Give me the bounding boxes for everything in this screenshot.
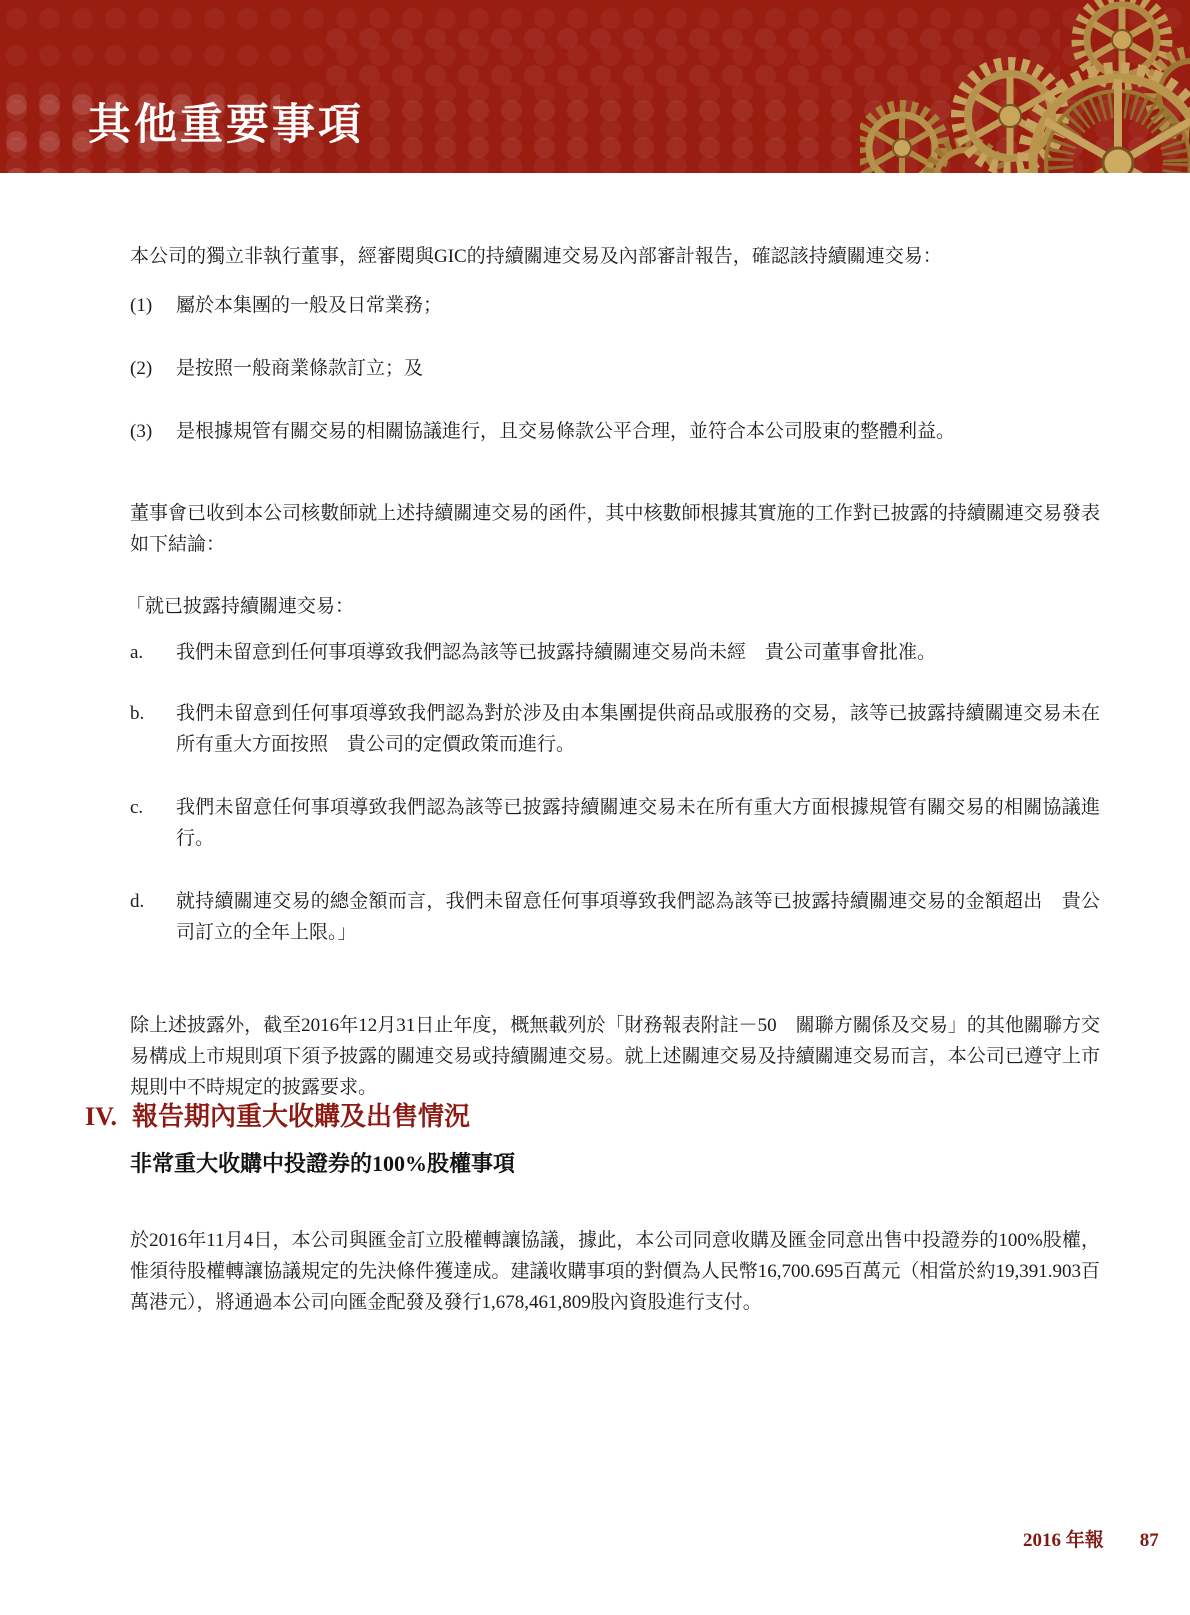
closing-paragraph: 除上述披露外，截至2016年12月31日止年度，概無載列於「財務報表附註－50 關聯方關係及交易」的其他關聯方交易構成上市規則項下須予披露的關連交易或持續關連交易。就上述關連交易及持續關連交易而言，本公司已遵守上市規則中不時規定的披露要求。 — [130, 1015, 1100, 1098]
item-letter: d. — [130, 891, 145, 912]
item-text: 是按照一般商業條款訂立；及 — [176, 358, 424, 379]
item-text: 屬於本集團的一般及日常業務； — [176, 295, 443, 316]
lettered-item-c — [130, 792, 1100, 854]
section-heading — [85, 1101, 470, 1133]
item-letter: a. — [130, 642, 144, 663]
numbered-item-2 — [130, 353, 1100, 384]
intro-paragraph: 本公司的獨立非執行董事，經審閱與GIC的持續關連交易及內部審計報告，確認該持續關連交易： — [130, 246, 942, 267]
item-text: 就持續關連交易的總金額而言，我們未留意任何事項導致我們認為該等已披露持續關連交易的金額超出 貴公司訂立的全年上限。」 — [176, 891, 1100, 943]
page-title: 其他重要事項 — [88, 102, 364, 149]
lettered-item-a — [130, 637, 1100, 668]
numbered-item-1 — [130, 290, 1100, 321]
footer-report-label: 2016 年報 — [1023, 1530, 1104, 1551]
footer-page-number: 87 — [1139, 1530, 1159, 1551]
item-letter: b. — [130, 703, 145, 724]
gears-image — [860, 0, 1190, 173]
item-text: 我們未留意到任何事項導致我們認為對於涉及由本集團提供商品或服務的交易，該等已披露持續關連交易未在所有重大方面按照 貴公司的定價政策而進行。 — [176, 703, 1100, 755]
item-text: 是根據規管有關交易的相關協議進行，且交易條款公平合理，並符合本公司股東的整體利益。 — [176, 421, 956, 442]
auditor-paragraph: 董事會已收到本公司核數師就上述持續關連交易的函件，其中核數師根據其實施的工作對已披露的持續關連交易發表如下結論： — [130, 503, 1100, 555]
subsection-heading: 非常重大收購中投證券的100%股權事項 — [130, 1151, 516, 1176]
section-numeral: IV. — [85, 1102, 118, 1131]
numbered-item-3 — [130, 416, 1100, 447]
section-body-paragraph: 於2016年11月4日，本公司與匯金訂立股權轉讓協議，據此，本公司同意收購及匯金同意出售中投證券的100%股權，惟須待股權轉讓協議規定的先決條件獲達成。建議收購事項的對價為人民幣16,700.695百萬元（相當於約19,391.903百萬港元），將通過本公司向匯金配發及發行1,678,461,809股內資股進行支付。 — [130, 1230, 1100, 1313]
item-text: 我們未留意到任何事項導致我們認為該等已披露持續關連交易尚未經 貴公司董事會批准。 — [176, 642, 937, 663]
page-banner — [0, 0, 1190, 173]
item-number: (3) — [130, 421, 153, 442]
section-title: 報告期內重大收購及出售情況 — [132, 1102, 471, 1131]
item-number: (1) — [130, 295, 153, 316]
quote-lead: 「就已披露持續關連交易： — [126, 596, 355, 617]
lettered-item-b — [130, 698, 1100, 760]
item-text: 我們未留意任何事項導致我們認為該等已披露持續關連交易未在所有重大方面根據規管有關交易的相關協議進行。 — [176, 797, 1100, 849]
page-footer — [1023, 1529, 1159, 1553]
item-number: (2) — [130, 358, 153, 379]
lettered-item-d — [130, 886, 1100, 948]
item-letter: c. — [130, 797, 144, 818]
